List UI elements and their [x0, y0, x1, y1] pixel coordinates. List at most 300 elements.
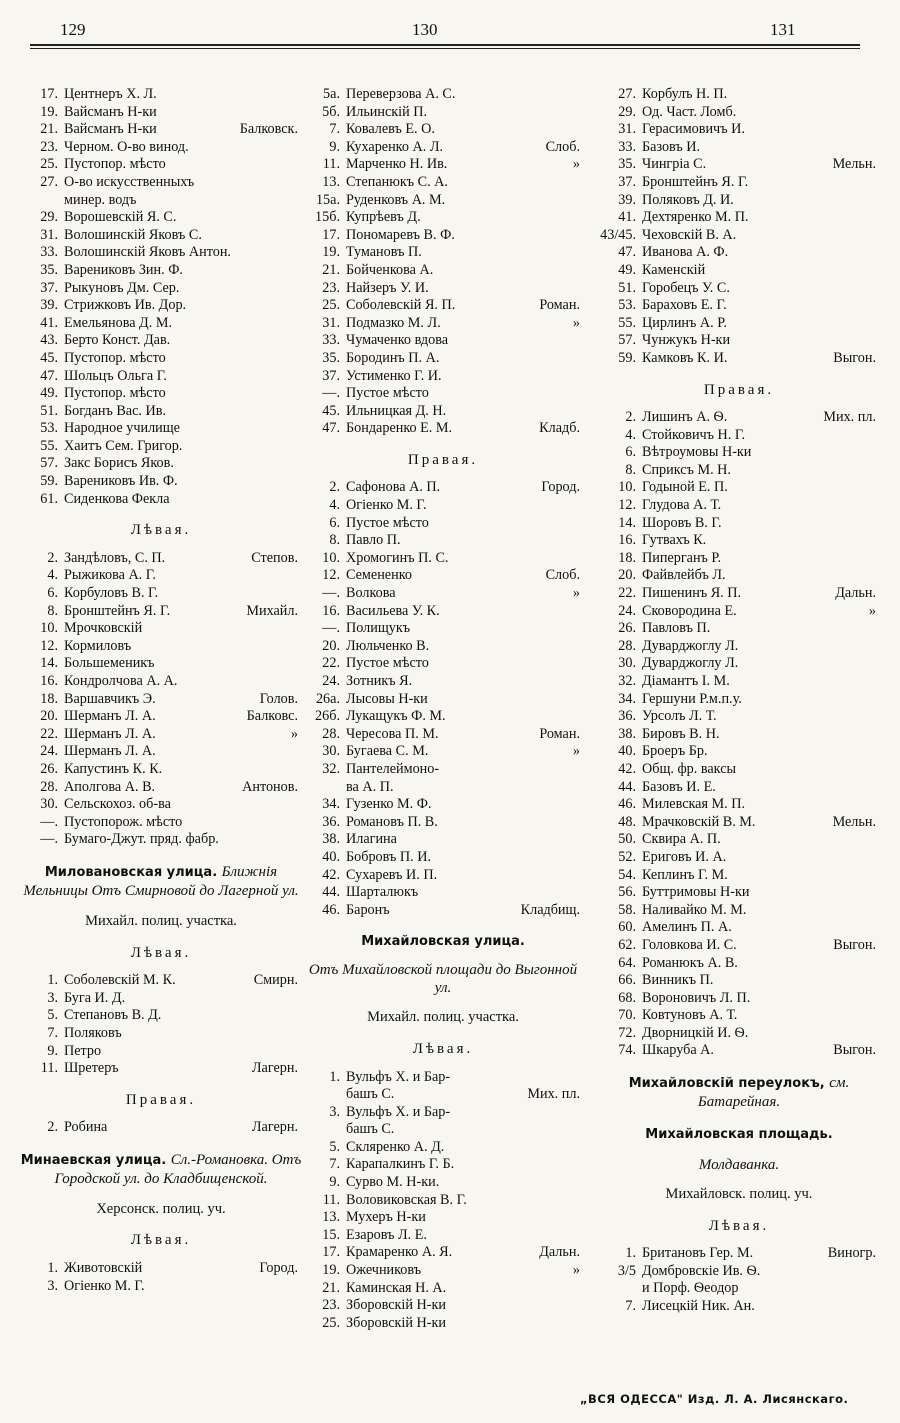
owner-name: Берто Конст. Дав.: [64, 332, 171, 349]
list-item: [598, 227, 880, 245]
district-note: [876, 726, 880, 744]
house-number: 6.: [47, 585, 58, 602]
list-item: [302, 104, 584, 122]
list-item: [20, 368, 302, 386]
district-note: [876, 849, 880, 867]
owner-name: Шерманъ Л. А.: [64, 708, 156, 725]
list-item: [598, 209, 880, 227]
list-item: [20, 743, 302, 761]
district-note: Мельн.: [832, 813, 876, 830]
house-number: [302, 1086, 346, 1104]
list-item: [302, 244, 584, 262]
side-heading-left: Лѣвая.: [130, 522, 192, 539]
district-note: [876, 532, 880, 550]
house-number: 64.: [618, 954, 636, 971]
owner-name: Од. Част. Ломб.: [642, 103, 737, 120]
owner-name: Горобецъ У. С.: [642, 279, 730, 296]
owner-name: Ожечниковъ: [346, 1262, 422, 1279]
district-note: [580, 403, 584, 421]
owner-name: Домбровскіе Ив. Ѳ.: [642, 1262, 761, 1279]
list-item: [598, 796, 880, 814]
owner-name: Дворницкій И. Ѳ.: [642, 1024, 749, 1041]
owner-name: Шретеръ: [64, 1060, 119, 1077]
house-number: 40.: [322, 848, 340, 865]
district-note: [580, 1209, 584, 1227]
house-number: 51.: [618, 279, 636, 296]
owner-name: Павло П.: [346, 532, 401, 549]
list-item: [20, 174, 302, 192]
house-number: 20.: [618, 567, 636, 584]
list-item: [20, 1119, 302, 1137]
house-number: 68.: [618, 989, 636, 1006]
publisher-footer: „ВСЯ ОДЕССА" Изд. Л. А. Лисянскаго.: [580, 1392, 849, 1406]
district-note: »: [572, 156, 580, 173]
district-note: [580, 368, 584, 386]
district-note: [580, 350, 584, 368]
house-number: 12.: [618, 497, 636, 514]
list-item: [598, 550, 880, 568]
owner-name: Бондаренко Е. М.: [346, 420, 453, 437]
list-item: [302, 297, 584, 315]
district-note: Слоб.: [545, 138, 580, 155]
owner-name: Чумаченко вдова: [346, 332, 449, 349]
owner-name: Герасимовичъ И.: [642, 121, 745, 138]
street-description: Отъ Михайловской площади до Выгонной ул.: [308, 962, 578, 997]
owner-name: Бронштейнъ Я. Г.: [642, 173, 749, 190]
house-number: 27.: [40, 173, 58, 190]
owner-name: Шерманъ Л. А.: [64, 743, 156, 760]
house-number: 58.: [618, 901, 636, 918]
side-heading-right: Правая.: [407, 451, 479, 468]
owner-name: Пишенинъ Я. П.: [642, 585, 742, 602]
street-heading-mikhailovskaya: Михайловская улица.: [361, 934, 525, 950]
owner-name: Пустое мѣсто: [346, 655, 429, 672]
house-number: 18.: [40, 690, 58, 707]
list-item: [598, 990, 880, 1008]
house-number: 12.: [322, 567, 340, 584]
house-number: 24.: [322, 673, 340, 689]
house-number: 9.: [47, 1042, 58, 1059]
owner-name: Дуварджоглу Л.: [642, 637, 739, 654]
house-number: 30.: [618, 655, 636, 672]
list-item: [20, 139, 302, 157]
house-number: 56.: [618, 884, 636, 901]
list-item: [598, 244, 880, 262]
owner-name: Большеменикъ: [64, 655, 155, 672]
list-item: [302, 1315, 584, 1333]
house-number: 8.: [625, 461, 636, 478]
house-number: 16.: [618, 532, 636, 549]
list-item: [598, 884, 880, 902]
list-item: [598, 673, 880, 691]
list-item: [598, 567, 880, 585]
house-number: 45.: [322, 402, 340, 419]
owner-name: Волошинскій Яковъ С.: [64, 226, 202, 243]
district-note: [580, 262, 584, 280]
house-number: 1.: [329, 1068, 340, 1085]
list-item: [598, 262, 880, 280]
owner-name: Каменскій: [642, 261, 706, 278]
list-item: [20, 403, 302, 421]
entry-list: [20, 1119, 302, 1137]
list-item: [302, 708, 584, 726]
list-item: [598, 104, 880, 122]
district-note: [876, 515, 880, 533]
list-item: [302, 479, 584, 497]
list-item: [302, 515, 584, 533]
district-note: [876, 990, 880, 1008]
owner-name: Пустопор. мѣсто: [64, 385, 166, 402]
column-2: [302, 86, 584, 1332]
house-number: 61.: [40, 490, 58, 507]
list-item: [302, 867, 584, 885]
list-item: [598, 638, 880, 656]
house-number: —.: [40, 831, 58, 848]
house-number: 33.: [40, 244, 58, 261]
list-item: [20, 297, 302, 315]
house-number: 40.: [618, 743, 636, 760]
district-note: [580, 655, 584, 673]
police-district: Херсонск. полиц. уч.: [96, 1200, 226, 1217]
district-note: [876, 708, 880, 726]
district-note: [876, 104, 880, 122]
district-note: [876, 1025, 880, 1043]
district-note: [580, 1315, 584, 1333]
owner-name: Лукащукъ Ф. М.: [346, 708, 446, 725]
list-item: [598, 280, 880, 298]
house-number: 44.: [618, 778, 636, 795]
owner-name: Огіенко М. Г.: [64, 1277, 145, 1294]
district-note: [580, 104, 584, 122]
house-number: 55.: [618, 314, 636, 331]
side-heading-left: Лѣвая.: [708, 1217, 770, 1234]
house-number: —.: [322, 385, 340, 402]
owner-name: Броеръ Бр.: [642, 743, 708, 760]
list-item: [20, 1025, 302, 1043]
district-note: [580, 385, 584, 403]
list-item: [20, 455, 302, 473]
owner-name: Сиденкова Фекла: [64, 490, 170, 507]
district-note: [580, 515, 584, 533]
house-number: 25.: [322, 297, 340, 314]
house-number: 1.: [625, 1245, 636, 1262]
list-item: [20, 262, 302, 280]
owner-name: Петро: [64, 1042, 102, 1059]
district-note: Лагерн.: [251, 1060, 298, 1077]
owner-name: Сприксъ М. Н.: [642, 461, 731, 478]
list-item: [302, 1121, 584, 1139]
owner-name: Сухаревъ И. П.: [346, 866, 438, 883]
district-note: [876, 1263, 880, 1281]
owner-name: Степановъ В. Д.: [64, 1007, 162, 1024]
list-item: [598, 867, 880, 885]
district-note: [876, 209, 880, 227]
district-note: [876, 691, 880, 709]
owner-name: Огіенко М. Г.: [346, 497, 427, 514]
district-note: Город.: [259, 1260, 298, 1277]
list-item: [598, 515, 880, 533]
house-number: 37.: [40, 279, 58, 296]
district-note: [580, 761, 584, 779]
house-number: 16.: [40, 673, 58, 689]
house-number: 22.: [618, 585, 636, 602]
owner-name: Подмазко М. Л.: [346, 314, 441, 331]
list-item: [598, 479, 880, 497]
house-number: 34.: [322, 796, 340, 813]
owner-name: Чеховскій В. А.: [642, 226, 737, 243]
owner-name: Соболевскій М. К.: [64, 972, 176, 989]
owner-name: Купрѣевъ Д.: [346, 209, 421, 226]
house-number: 33.: [618, 138, 636, 155]
list-item: [302, 368, 584, 386]
list-item: [598, 1298, 880, 1316]
owner-name: Зборовскій Н-ки: [346, 1297, 446, 1314]
entry-list: [302, 1069, 584, 1333]
owner-name: Бронштейнъ Я. Г.: [64, 602, 171, 619]
owner-name: Каминская Н. А.: [346, 1279, 447, 1296]
district-note: [876, 779, 880, 797]
district-note: [580, 867, 584, 885]
owner-name: Бойченкова А.: [346, 261, 434, 278]
district-note: [876, 655, 880, 673]
list-item: [302, 420, 584, 438]
district-note: [876, 497, 880, 515]
owner-name: Винникъ П.: [642, 972, 714, 989]
owner-name: Рыжикова А. Г.: [64, 567, 156, 584]
list-item: [20, 603, 302, 621]
list-item: [302, 779, 584, 797]
list-item: [302, 385, 584, 403]
district-note: [580, 603, 584, 621]
house-number: 1.: [47, 1260, 58, 1277]
owner-name: Аполгова А. В.: [64, 778, 156, 795]
owner-name: башъ С.: [346, 1086, 395, 1103]
district-note: Балковск.: [239, 121, 298, 138]
list-item: [20, 779, 302, 797]
house-number: 32.: [322, 760, 340, 777]
owner-name: и Порф. Ѳеодор: [642, 1280, 739, 1297]
list-item: [20, 567, 302, 585]
owner-name: Стрижковъ Ив. Дор.: [64, 297, 187, 314]
owner-name: Британовъ Гер. М.: [642, 1245, 754, 1262]
district-note: Мих. пл.: [527, 1086, 580, 1103]
column-1: [20, 86, 302, 1295]
list-item: [598, 779, 880, 797]
owner-name: Переверзова А. С.: [346, 86, 456, 102]
list-item: [302, 1104, 584, 1122]
owner-name: Зотникъ Я.: [346, 673, 413, 689]
house-number: 23.: [322, 279, 340, 296]
owner-name: Буттримовы Н-ки: [642, 884, 750, 901]
house-number: 19.: [40, 103, 58, 120]
house-number: 10.: [40, 620, 58, 637]
house-number: 10.: [322, 549, 340, 566]
owner-name: Общ. фр. ваксы: [642, 760, 737, 777]
district-note: [876, 1298, 880, 1316]
list-item: [598, 427, 880, 445]
house-number: 59.: [618, 349, 636, 366]
house-number: 50.: [618, 831, 636, 848]
owner-name: Емельянова Д. М.: [64, 314, 172, 331]
list-item: [598, 444, 880, 462]
owner-name: Урсолъ Л. Т.: [642, 708, 717, 725]
owner-name: Сурво М. Н-ки.: [346, 1174, 440, 1191]
list-item: [302, 86, 584, 104]
house-number: 5.: [329, 1138, 340, 1155]
side-heading-right: Правая.: [703, 381, 775, 398]
district-note: [876, 972, 880, 990]
house-number: 31.: [618, 121, 636, 138]
district-note: [876, 831, 880, 849]
list-item: [302, 638, 584, 656]
owner-name: Ильинскій П.: [346, 103, 428, 120]
owner-name: Шольцъ Ольга Г.: [64, 367, 167, 384]
district-note: [580, 1227, 584, 1245]
district-note: »: [572, 743, 580, 760]
house-number: 49.: [618, 261, 636, 278]
owner-name: Варениковъ Ив. Ф.: [64, 473, 178, 490]
list-item: [302, 1069, 584, 1087]
owner-name: ва А. П.: [346, 778, 394, 795]
side-heading-left: Лѣвая.: [412, 1040, 474, 1057]
owner-name: Чунжукъ Н-ки: [642, 332, 731, 349]
district-note: [580, 779, 584, 797]
owner-name: Бараховъ Е. Г.: [642, 297, 727, 314]
district-note: [580, 849, 584, 867]
district-note: Роман.: [539, 725, 580, 742]
owner-name: Рыкуновъ Дм. Сер.: [64, 279, 180, 296]
house-number: 57.: [40, 455, 58, 472]
list-item: [302, 884, 584, 902]
house-number: 41.: [40, 314, 58, 331]
list-item: [302, 849, 584, 867]
owner-name: Корбуловъ В. Г.: [64, 585, 159, 602]
owner-name: Ворошевскій Я. С.: [64, 209, 177, 226]
owner-name: Хромогинъ П. С.: [346, 549, 449, 566]
page-number-right: 131: [770, 20, 796, 39]
owner-name: Лишинъ А. Ѳ.: [642, 409, 728, 426]
street-heading-minaevskaya: Минаевская улица. Сл.-Романовка. Отъ Городской ул. до Кладбищенской.: [20, 1151, 302, 1187]
district-note: [580, 620, 584, 638]
district-note: Мих. пл.: [823, 409, 876, 426]
owner-name: Гузенко М. Ф.: [346, 796, 432, 813]
district-note: [580, 708, 584, 726]
list-item: [302, 902, 584, 920]
district-note: Выгон.: [833, 349, 876, 366]
house-number: 7.: [329, 121, 340, 138]
list-item: [598, 332, 880, 350]
house-number: 21.: [322, 1279, 340, 1296]
house-number: 2.: [329, 479, 340, 496]
house-number: 53.: [618, 297, 636, 314]
district-note: [876, 620, 880, 638]
list-item: [598, 1007, 880, 1025]
owner-name: Пустое мѣсто: [346, 385, 429, 402]
district-note: Выгон.: [833, 936, 876, 953]
list-item: [598, 1245, 880, 1263]
district-note: [580, 121, 584, 139]
list-item: [302, 761, 584, 779]
owner-name: Сквира А. П.: [642, 831, 721, 848]
house-number: 6.: [329, 514, 340, 531]
house-number: 37.: [322, 367, 340, 384]
list-item: [20, 761, 302, 779]
house-number: 45.: [40, 349, 58, 366]
house-number: 4.: [47, 567, 58, 584]
list-item: [598, 726, 880, 744]
district-note: [876, 638, 880, 656]
owner-name: Устименко Г. И.: [346, 367, 442, 384]
owner-name: Тумановъ П.: [346, 244, 422, 261]
district-note: [580, 227, 584, 245]
owner-name: Сковородина Е.: [642, 602, 737, 619]
district-note: [580, 550, 584, 568]
owner-name: Мухеръ Н-ки: [346, 1209, 426, 1226]
house-number: 14.: [40, 655, 58, 672]
district-note: Кладбищ.: [520, 901, 580, 918]
owner-name: Мрочковскій: [64, 620, 143, 637]
district-note: [580, 280, 584, 298]
list-item: [302, 209, 584, 227]
owner-name: Волошинскій Яковъ Антон.: [64, 244, 231, 261]
owner-name: Баронъ: [346, 901, 390, 918]
list-item: [20, 620, 302, 638]
district-note: [580, 814, 584, 832]
list-item: [302, 1192, 584, 1210]
list-item: [20, 121, 302, 139]
district-note: Михайл.: [246, 602, 298, 619]
owner-name: Лисецкій Ник. Ан.: [642, 1298, 755, 1315]
side-heading-right: Правая.: [125, 1091, 197, 1108]
police-district: Михайловск. полиц. уч.: [665, 1186, 813, 1203]
house-number: 30.: [40, 796, 58, 813]
owner-name: Пустое мѣсто: [346, 514, 429, 531]
district-note: Смирн.: [253, 972, 298, 989]
owner-name: Базовъ И. Е.: [642, 778, 716, 795]
district-note: Степов.: [251, 549, 298, 566]
house-number: 46.: [618, 796, 636, 813]
list-item: [20, 473, 302, 491]
district-note: [876, 567, 880, 585]
district-note: [876, 867, 880, 885]
house-number: 11.: [40, 1060, 58, 1077]
house-number: 54.: [618, 866, 636, 883]
list-item: [598, 620, 880, 638]
house-number: 5а.: [323, 86, 340, 102]
district-note: [876, 902, 880, 920]
house-number: 8.: [329, 532, 340, 549]
district-note: Голов.: [259, 690, 298, 707]
house-number: 10.: [618, 479, 636, 496]
list-item: [598, 849, 880, 867]
house-number: 42.: [618, 760, 636, 777]
owner-name: Годыной Е. П.: [642, 479, 728, 496]
district-note: [876, 955, 880, 973]
owner-name: Ковалевъ Е. О.: [346, 121, 435, 138]
house-number: 17.: [322, 226, 340, 243]
list-item: [302, 1244, 584, 1262]
list-item: [598, 156, 880, 174]
house-number: 47.: [322, 420, 340, 437]
house-number: 13.: [322, 173, 340, 190]
list-item: [598, 902, 880, 920]
list-item: [302, 831, 584, 849]
list-item: [20, 1260, 302, 1278]
district-note: [580, 192, 584, 210]
owner-name: Скляренко А. Д.: [346, 1138, 445, 1155]
owner-name: Васильева У. К.: [346, 602, 440, 619]
list-item: [20, 420, 302, 438]
